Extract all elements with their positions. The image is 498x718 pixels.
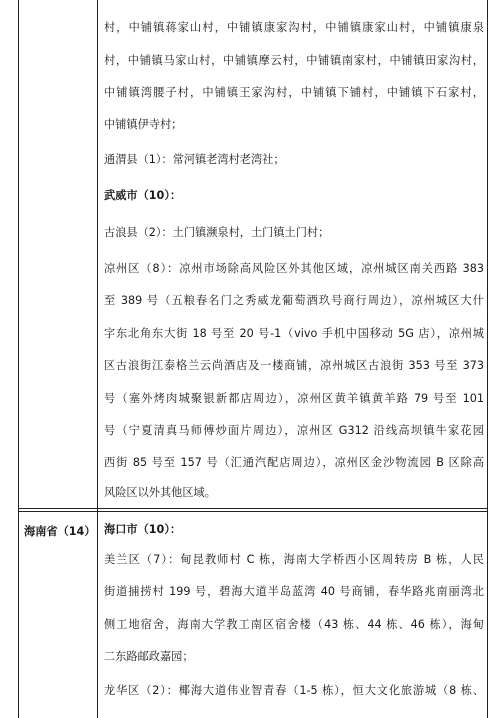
text-line: 中铺镇湾腰子村，中铺镇王家沟村，中铺镇下铺村，中铺镇下石家村， <box>104 86 484 99</box>
text-line: 至 389 号（五粮春名门之秀威龙葡萄酒玖号商行周边），凉州城区大什 <box>104 294 484 307</box>
city-heading: 武威市（10）： <box>104 189 182 202</box>
province-label: 海南省（14） <box>24 525 96 538</box>
county-entry: 美兰区（7）：甸昆教师村 C 栋，海南大学桥西小区周转房 B 栋，人民 <box>104 553 484 566</box>
table-left-border <box>18 0 19 718</box>
text-line: 街道捕捞村 199 号，碧海大道半岛蓝湾 40 号商铺，春华路兆南丽湾北 <box>104 585 484 598</box>
text-line: 区古浪街江泰格兰云尚酒店及一楼商铺，凉州城区古浪街 353 号至 373 <box>104 359 484 372</box>
text-line: 号（塞外烤肉城聚银新都店周边），凉州区黄羊镇黄羊路 79 号至 101 <box>104 392 484 405</box>
county-entry: 古浪县（2）：土门镇濒泉村，土门镇土门村； <box>104 226 330 239</box>
table-column-divider <box>97 0 98 718</box>
text-line: 侧工地宿舍，海南大学教工南区宿舍楼（43 栋、44 栋、46 栋），海甸 <box>104 618 484 631</box>
text-line: 村，中铺镇蒋家山村，中铺镇康家沟村，中铺镇康家山村，中铺镇康泉 <box>104 21 484 34</box>
text-line: 二东路邮政嘉园； <box>104 650 194 663</box>
county-entry: 龙华区（2）：椰海大道伟业智青春（1-5 栋），恒大文化旅游城（8 栋、 <box>104 684 484 697</box>
text-line: 字东北角东大街 18 号至 20 号-1（vivo 手机中国移动 5G 店），凉州城 <box>104 327 484 340</box>
table-right-border <box>487 0 488 718</box>
table-row-divider <box>18 508 488 509</box>
text-line: 西街 85 号至 157 号（汇通汽配店周边），凉州区金沙物流园 B 区除高 <box>104 456 484 469</box>
table-row-divider-inner <box>18 511 488 512</box>
county-entry: 通渭县（1）：常河镇老湾村老湾社； <box>104 153 285 166</box>
county-entry: 凉州区（8）：凉州市场除高风险区外其他区域，凉州城区南关西路 383 <box>104 262 484 275</box>
text-line: 号（宁夏清真马师傅炒面片周边），凉州区 G312 沿线高坝镇牛家花园 <box>104 424 484 437</box>
city-heading: 海口市（10）： <box>104 523 182 536</box>
text-line: 风险区以外其他区域。 <box>104 486 216 499</box>
text-line: 中铺镇伊寺村； <box>104 118 183 131</box>
text-line: 村，中铺镇马家山村，中铺镇摩云村，中铺镇南家村，中铺镇田家沟村， <box>104 54 484 67</box>
